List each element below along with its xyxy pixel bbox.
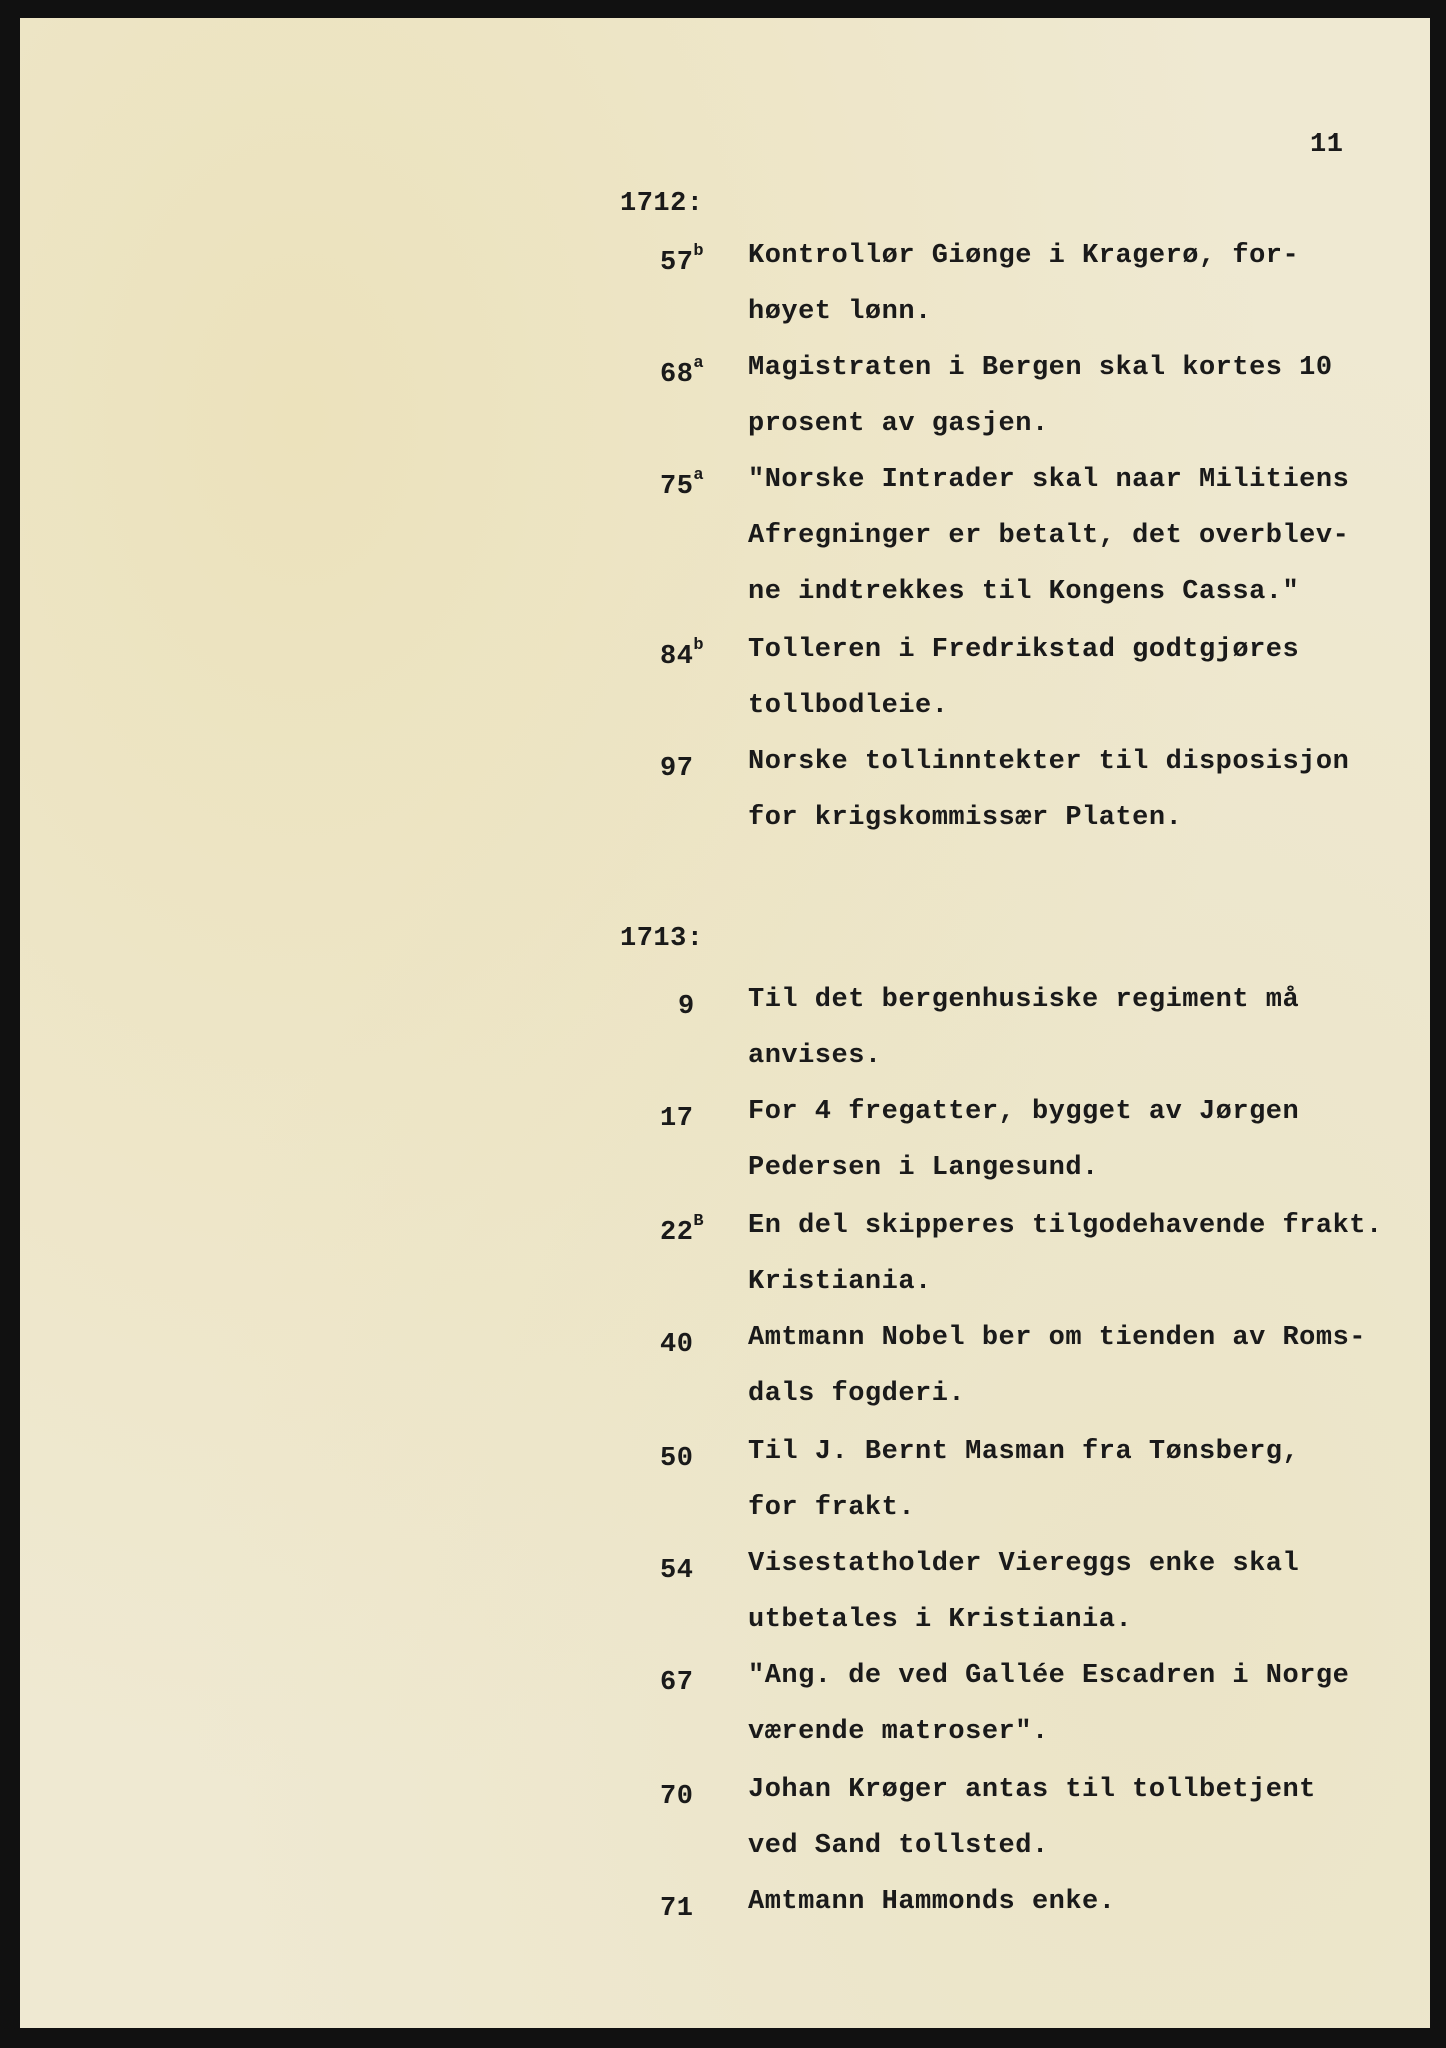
entry-number: 40 [660, 1330, 694, 1360]
entry-number: 84$^b$ [660, 636, 705, 672]
entry-number: 57$^b$ [660, 242, 705, 278]
entry-text: For 4 fregatter, bygget av Jørgen Pedersen i Langesund. [748, 1097, 1300, 1183]
entry-number: 9 [678, 992, 695, 1022]
entry-number: 17 [660, 1104, 694, 1134]
entry-text: Magistraten i Bergen skal kortes 10 prosent av gasjen. [748, 353, 1333, 439]
page-number: 11 [1310, 130, 1344, 160]
year-heading-1713: 1713: [620, 924, 704, 954]
entry-text: Tolleren i Fredrikstad godtgjøres tollbodleie. [748, 635, 1300, 721]
document-page [20, 18, 1430, 2028]
entry-text: Kontrollør Giønge i Kragerø, for- høyet lønn. [748, 241, 1300, 327]
entry-text: "Ang. de ved Gallée Escadren i Norge værende matroser". [748, 1661, 1350, 1747]
year-heading-1712: 1712: [620, 189, 704, 219]
entry-number: 50 [660, 1444, 694, 1474]
entry-number: 70 [660, 1782, 694, 1812]
entry-number: 71 [660, 1894, 694, 1924]
entry-text: Norske tollinntekter til disposisjon for krigskommissær Platen. [748, 747, 1350, 833]
entry-text: "Norske Intrader skal naar Militiens Afregninger er betalt, det overblev- ne indtrekkes til Kongens Cassa." [748, 465, 1350, 607]
entry-number: 67 [660, 1668, 694, 1698]
entry-number: 97 [660, 754, 694, 784]
entry-number: 75$^a$ [660, 466, 705, 502]
entry-text: Amtmann Hammonds enke. [748, 1887, 1116, 1917]
entry-text: Johan Krøger antas til tollbetjent ved Sand tollsted. [748, 1775, 1316, 1861]
entry-text: Amtmann Nobel ber om tienden av Roms- dals fogderi. [748, 1323, 1366, 1409]
entry-number: 68$^a$ [660, 354, 705, 390]
entry-text: En del skipperes tilgodehavende frakt. Kristiania. [748, 1211, 1383, 1297]
entry-number: $22^B$ [660, 1212, 705, 1248]
entry-number: 54 [660, 1556, 694, 1586]
entry-text: Til det bergenhusiske regiment må anvises. [748, 985, 1300, 1071]
entry-text: Visestatholder Viereggs enke skal utbetales i Kristiania. [748, 1549, 1300, 1635]
entry-text: Til J. Bernt Masman fra Tønsberg, for frakt. [748, 1437, 1300, 1523]
